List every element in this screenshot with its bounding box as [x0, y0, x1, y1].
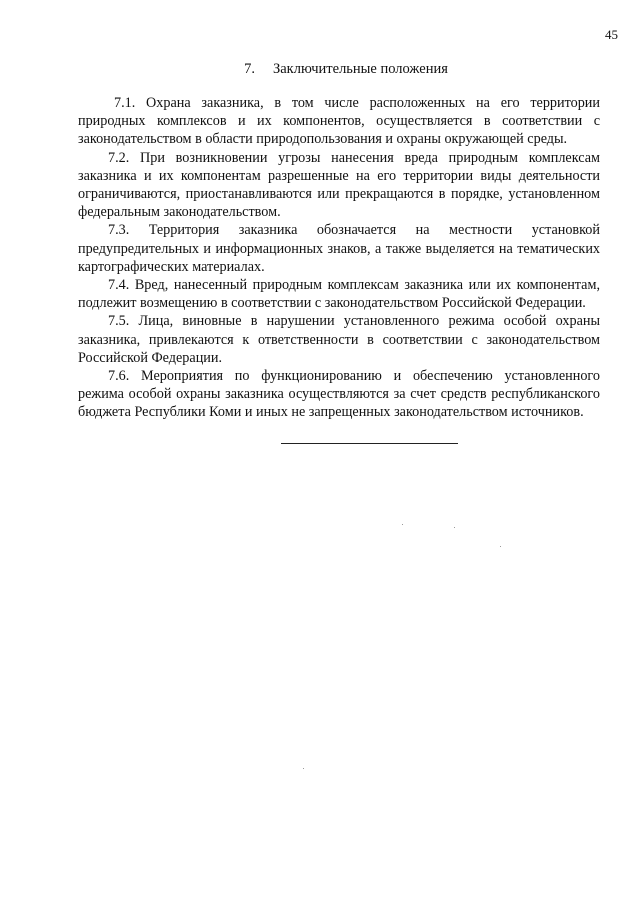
- section-title: Заключительные положения: [272, 61, 448, 77]
- scan-speck: [500, 546, 501, 547]
- paragraph-7-3: 7.3. Территория заказника обозначается на местности установкой предупредительных и информационных знаков, а также выделяется на тематических картографических материалах.: [78, 222, 600, 275]
- paragraph-7-5: 7.5. Лица, виновные в нарушении установленного режима особой охраны заказника, привлекаются к ответственности в соответствии с законодательством Российской Федерации.: [78, 313, 600, 366]
- section-heading: [0, 60, 640, 78]
- scan-speck: [303, 768, 304, 769]
- section-body: [78, 94, 600, 422]
- paragraph-7-6: 7.6. Мероприятия по функционированию и обеспечению установленного режима особой охраны заказника осуществляются за счет средств республиканского бюджета Республики Коми и иных не запрещенных законодательством источников.: [78, 368, 600, 421]
- scan-speck: [402, 524, 403, 525]
- paragraph-7-1: 7.1. Охрана заказника, в том числе расположенных на его территории природных комплексов и их компонентов, осуществляется в соответствии с законодательством в области природопользования и охраны окружающей среды.: [78, 95, 600, 148]
- scan-speck: [454, 527, 455, 528]
- paragraph-7-2: 7.2. При возникновении угрозы нанесения вреда природным комплексам заказника и их компонентам разрешенные на его территории виды деятельности ограничиваются, приостанавливаются или прекращаются в порядке, установленном федеральным законодательством.: [78, 149, 600, 221]
- page-number: 45: [605, 27, 618, 42]
- section-number: 7.: [244, 61, 255, 77]
- paragraph-7-4: 7.4. Вред, нанесенный природным комплексам заказника или их компонентам, подлежит возмещению в соответствии с законодательством Российской Федерации.: [78, 277, 600, 312]
- end-of-text-rule: [281, 443, 458, 444]
